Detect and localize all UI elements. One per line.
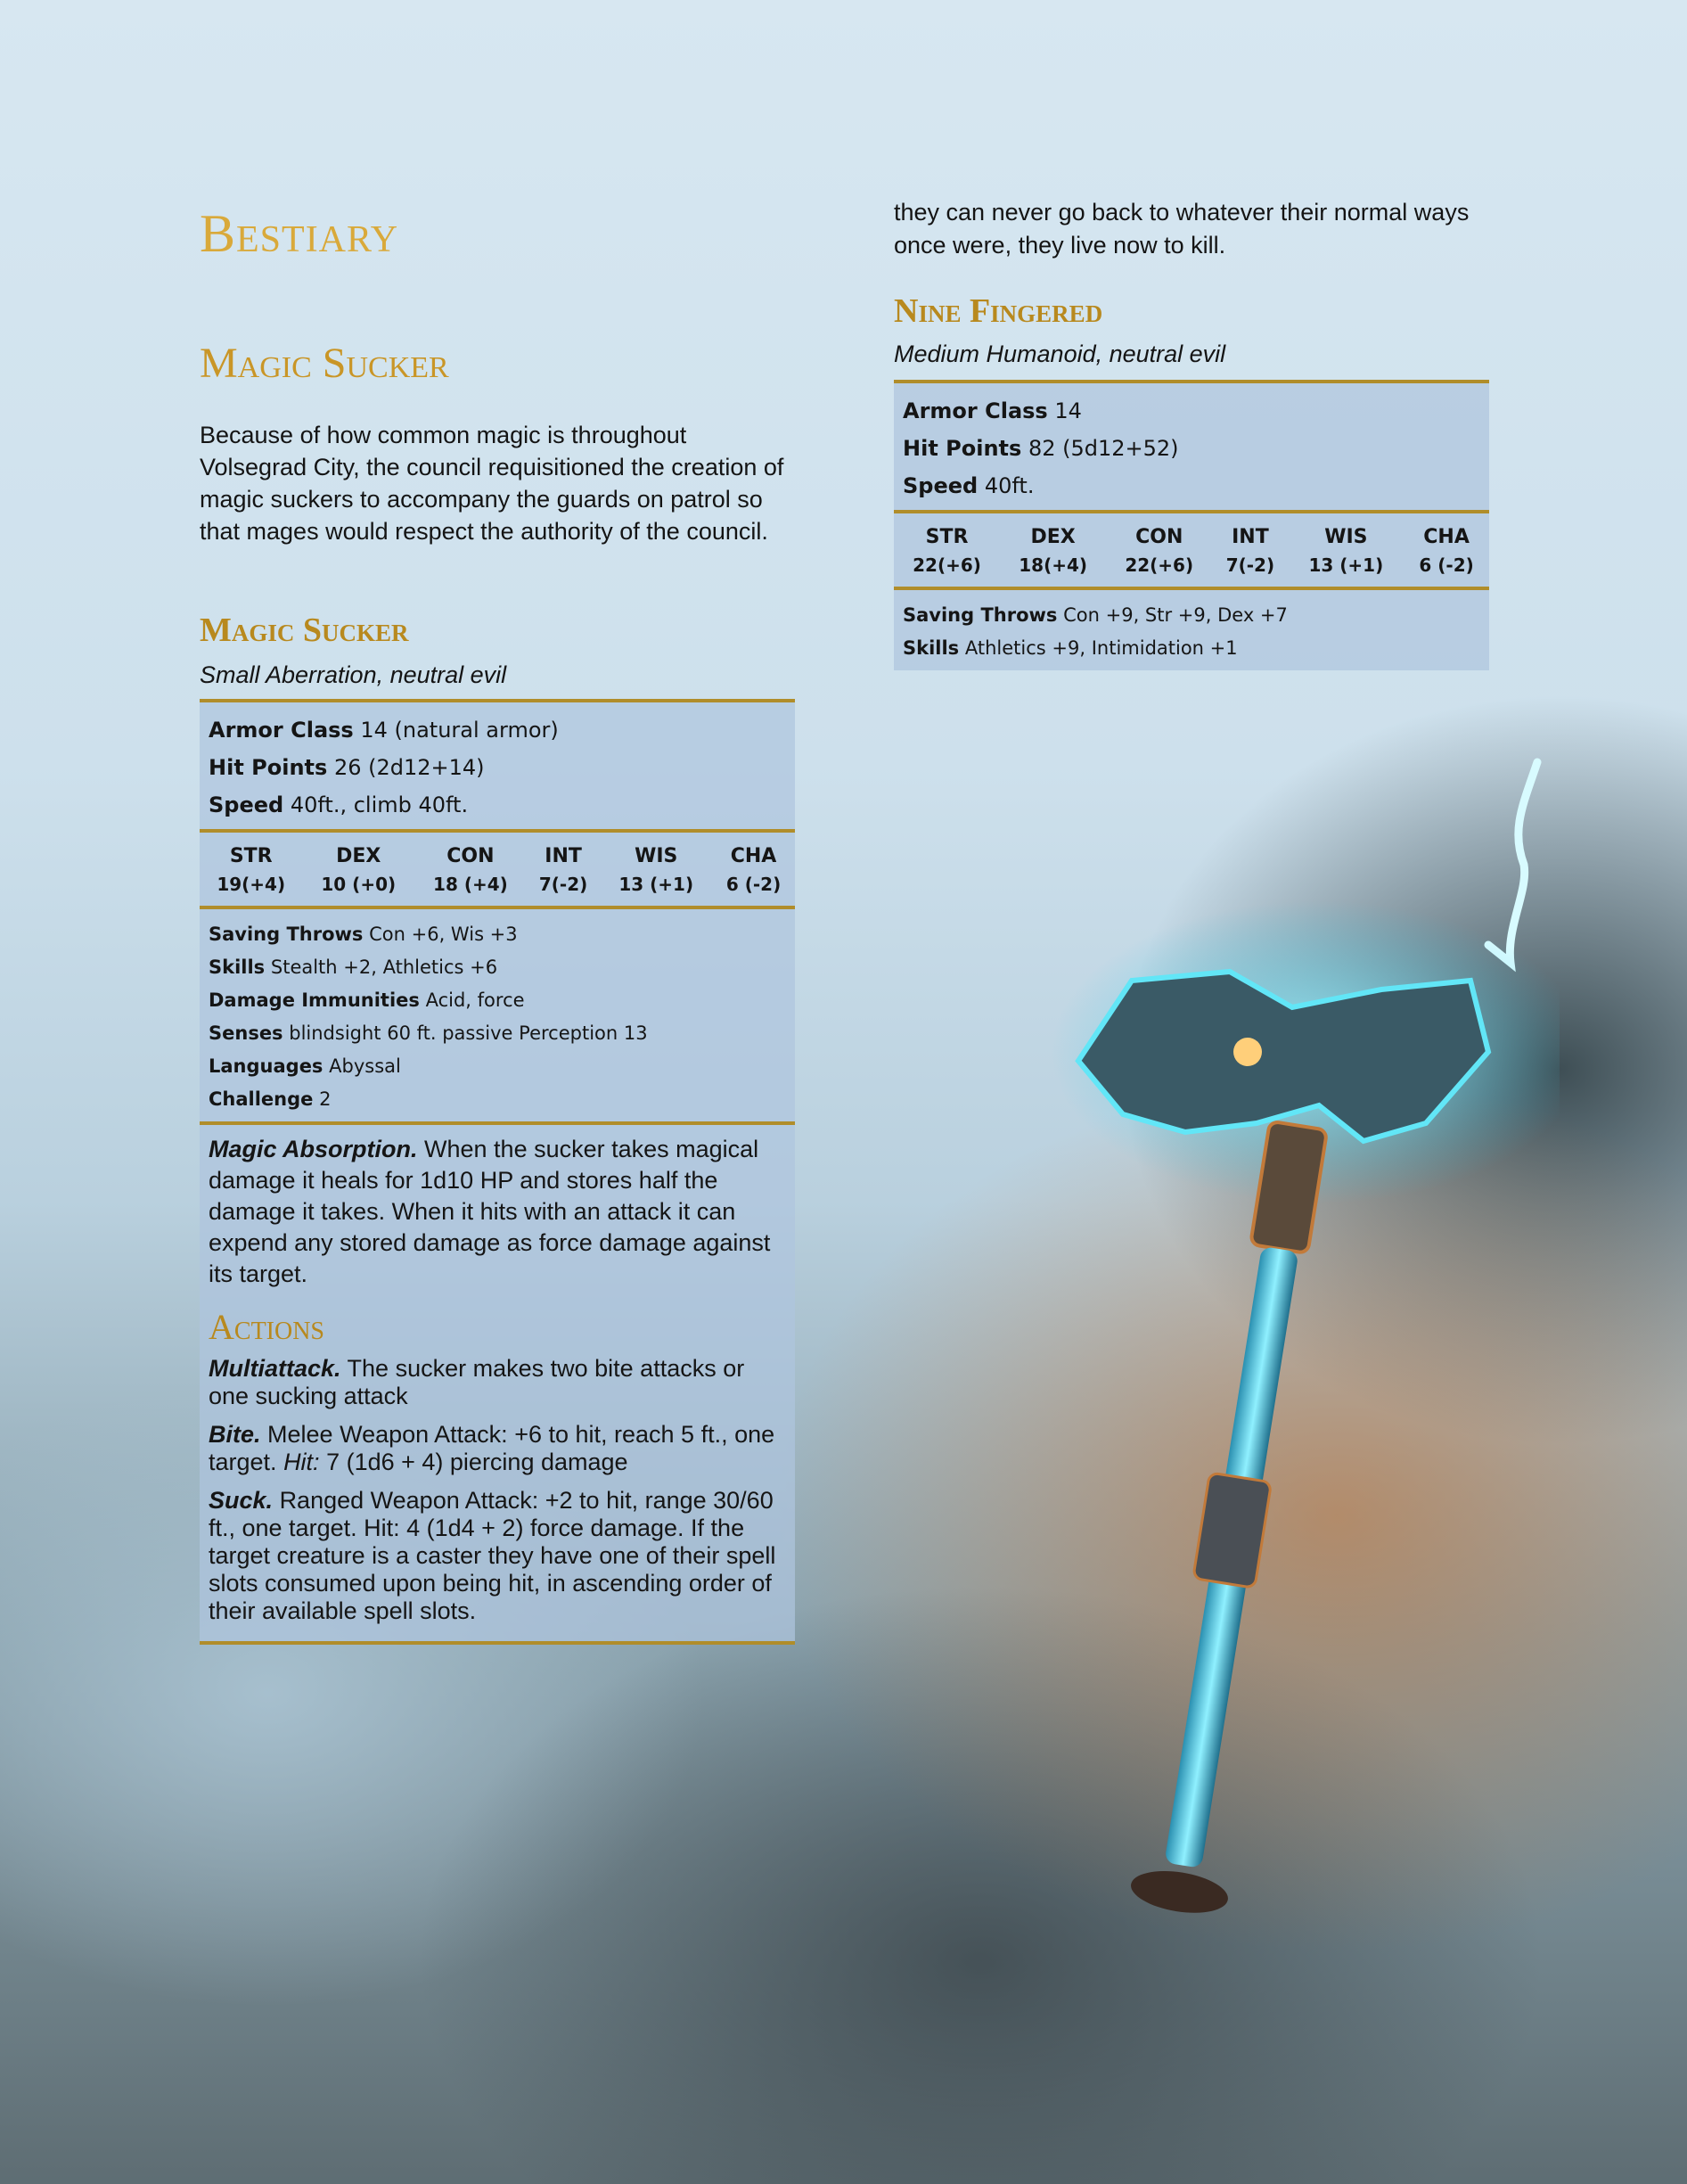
hit-points-label: Hit Points: [209, 755, 328, 780]
actions-heading: Actions: [209, 1307, 325, 1347]
ability-header: WIS: [635, 845, 678, 867]
damage-immunities-label: Damage Immunities: [209, 989, 420, 1011]
ability-value: 10 (+0): [321, 874, 397, 895]
action-bite: [200, 1414, 795, 1480]
saving-throws-value: Con +6, Wis +3: [369, 924, 518, 945]
saving-throws-value: Con +9, Str +9, Dex +7: [1063, 604, 1288, 626]
secondary-stats: [200, 909, 795, 1121]
action-multiattack: [200, 1348, 795, 1414]
senses-value: blindsight 60 ft. passive Perception 13: [289, 1022, 648, 1044]
ability-header: INT: [1232, 526, 1269, 548]
action-name: Bite.: [209, 1421, 261, 1448]
trait-name: Magic Absorption.: [209, 1136, 418, 1162]
armor-class-label: Armor Class: [903, 398, 1048, 423]
ability-value: 18(+4): [1019, 554, 1088, 576]
hit-points-value: 82 (5d12+52): [1028, 436, 1179, 461]
ability-value: 6 (-2): [725, 874, 782, 895]
ability-header: STR: [229, 845, 273, 867]
ability-value: 13 (+1): [618, 874, 694, 895]
skills-value: Athletics +9, Intimidation +1: [964, 637, 1238, 659]
intro-paragraph: Because of how common magic is throughout Volsegrad City, the council requisitioned the creation of magic suckers to accompany the guards on patrol so that mages would respect the authority of the council.: [200, 422, 784, 545]
ability-value: 13 (+1): [1308, 554, 1384, 576]
trait-magic-absorption: [200, 1125, 795, 1299]
magic-sucker-statblock: [200, 699, 795, 1645]
ability-value: 22(+6): [1125, 554, 1194, 576]
ability-header: CHA: [730, 845, 777, 867]
hit-points-label: Hit Points: [903, 436, 1022, 461]
hammer-gem: [1233, 1038, 1262, 1066]
armor-class-label: Armor Class: [209, 718, 354, 743]
speed-label: Speed: [209, 792, 284, 817]
ability-header: WIS: [1324, 526, 1368, 548]
languages-value: Abyssal: [329, 1055, 401, 1077]
shaft-collar: [1193, 1473, 1272, 1588]
action-name: Suck.: [209, 1487, 274, 1514]
ability-header: CON: [446, 845, 495, 867]
magic-sucker-type: Small Aberration, neutral evil: [200, 661, 507, 688]
ability-header: DEX: [1030, 526, 1076, 548]
ability-value: 22(+6): [913, 554, 981, 576]
core-stats: [894, 383, 1489, 510]
action-text: Ranged Weapon Attack: +2 to hit, range 30/60 ft., one target. Hit: 4 (1d4 + 2) force damage. If the target creature is a caster they have one of their spell slots consumed upon being hit, in ascending order of their available spell slots.: [209, 1487, 776, 1624]
speed-value: 40ft., climb 40ft.: [290, 792, 469, 817]
ability-scores: [200, 833, 795, 906]
skills-label: Skills: [903, 637, 960, 659]
saving-throws-label: Saving Throws: [903, 604, 1058, 626]
challenge-label: Challenge: [209, 1088, 314, 1110]
secondary-stats: [894, 590, 1489, 670]
nine-fingered-type: Medium Humanoid, neutral evil: [894, 341, 1226, 367]
skills-label: Skills: [209, 957, 266, 978]
action-suck: [200, 1480, 795, 1641]
trait-text: When the sucker takes magical damage it heals for 1d10 HP and stores half the damage it takes. When it hits with an attack it can expend any stored damage as force damage against its target.: [209, 1136, 771, 1287]
ability-value: 7(-2): [538, 874, 588, 895]
ability-value: 18 (+4): [433, 874, 508, 895]
continued-paragraph: they can never go back to whatever their normal ways once were, they live now to kill.: [894, 199, 1470, 259]
magic-sucker-title: Magic Sucker: [200, 612, 409, 649]
ability-value: 19(+4): [217, 874, 286, 895]
page-title: Bestiary: [200, 204, 399, 263]
languages-label: Languages: [209, 1055, 323, 1077]
speed-value: 40ft.: [984, 473, 1035, 498]
saving-throws-label: Saving Throws: [209, 924, 364, 945]
ability-scores: [894, 513, 1489, 587]
action-text: The sucker makes two bite attacks or one sucking attack: [209, 1355, 745, 1409]
ability-header: CON: [1135, 526, 1183, 548]
damage-immunities-value: Acid, force: [425, 989, 525, 1011]
lightning-hammer-illustration: [1025, 749, 1560, 1997]
skills-value: Stealth +2, Athletics +6: [270, 957, 498, 978]
nine-fingered-title: Nine Fingered: [894, 292, 1103, 330]
senses-label: Senses: [209, 1022, 283, 1044]
challenge-value: 2: [319, 1088, 332, 1110]
armor-class-value: 14: [1054, 398, 1082, 423]
armor-class-value: 14 (natural armor): [360, 718, 559, 743]
ability-header: INT: [545, 845, 582, 867]
action-text: Melee Weapon Attack: +6 to hit, reach 5 ft., one target.: [209, 1421, 775, 1475]
core-stats: [200, 702, 795, 829]
ability-header: STR: [925, 526, 969, 548]
lightning-bolt: [1488, 762, 1537, 963]
nine-fingered-statblock: [894, 380, 1489, 670]
ability-value: 6 (-2): [1419, 554, 1474, 576]
ability-value: 7(-2): [1225, 554, 1275, 576]
ability-header: DEX: [336, 845, 381, 867]
speed-label: Speed: [903, 473, 979, 498]
action-name: Multiattack.: [209, 1355, 341, 1382]
ability-header: CHA: [1423, 526, 1470, 548]
hammer-pommel: [1128, 1865, 1232, 1919]
hit-text: 7 (1d6 + 4) piercing damage: [326, 1449, 628, 1475]
hit-points-value: 26 (2d12+14): [333, 755, 485, 780]
hit-label: Hit:: [283, 1449, 320, 1475]
section-title: Magic Sucker: [200, 340, 449, 387]
